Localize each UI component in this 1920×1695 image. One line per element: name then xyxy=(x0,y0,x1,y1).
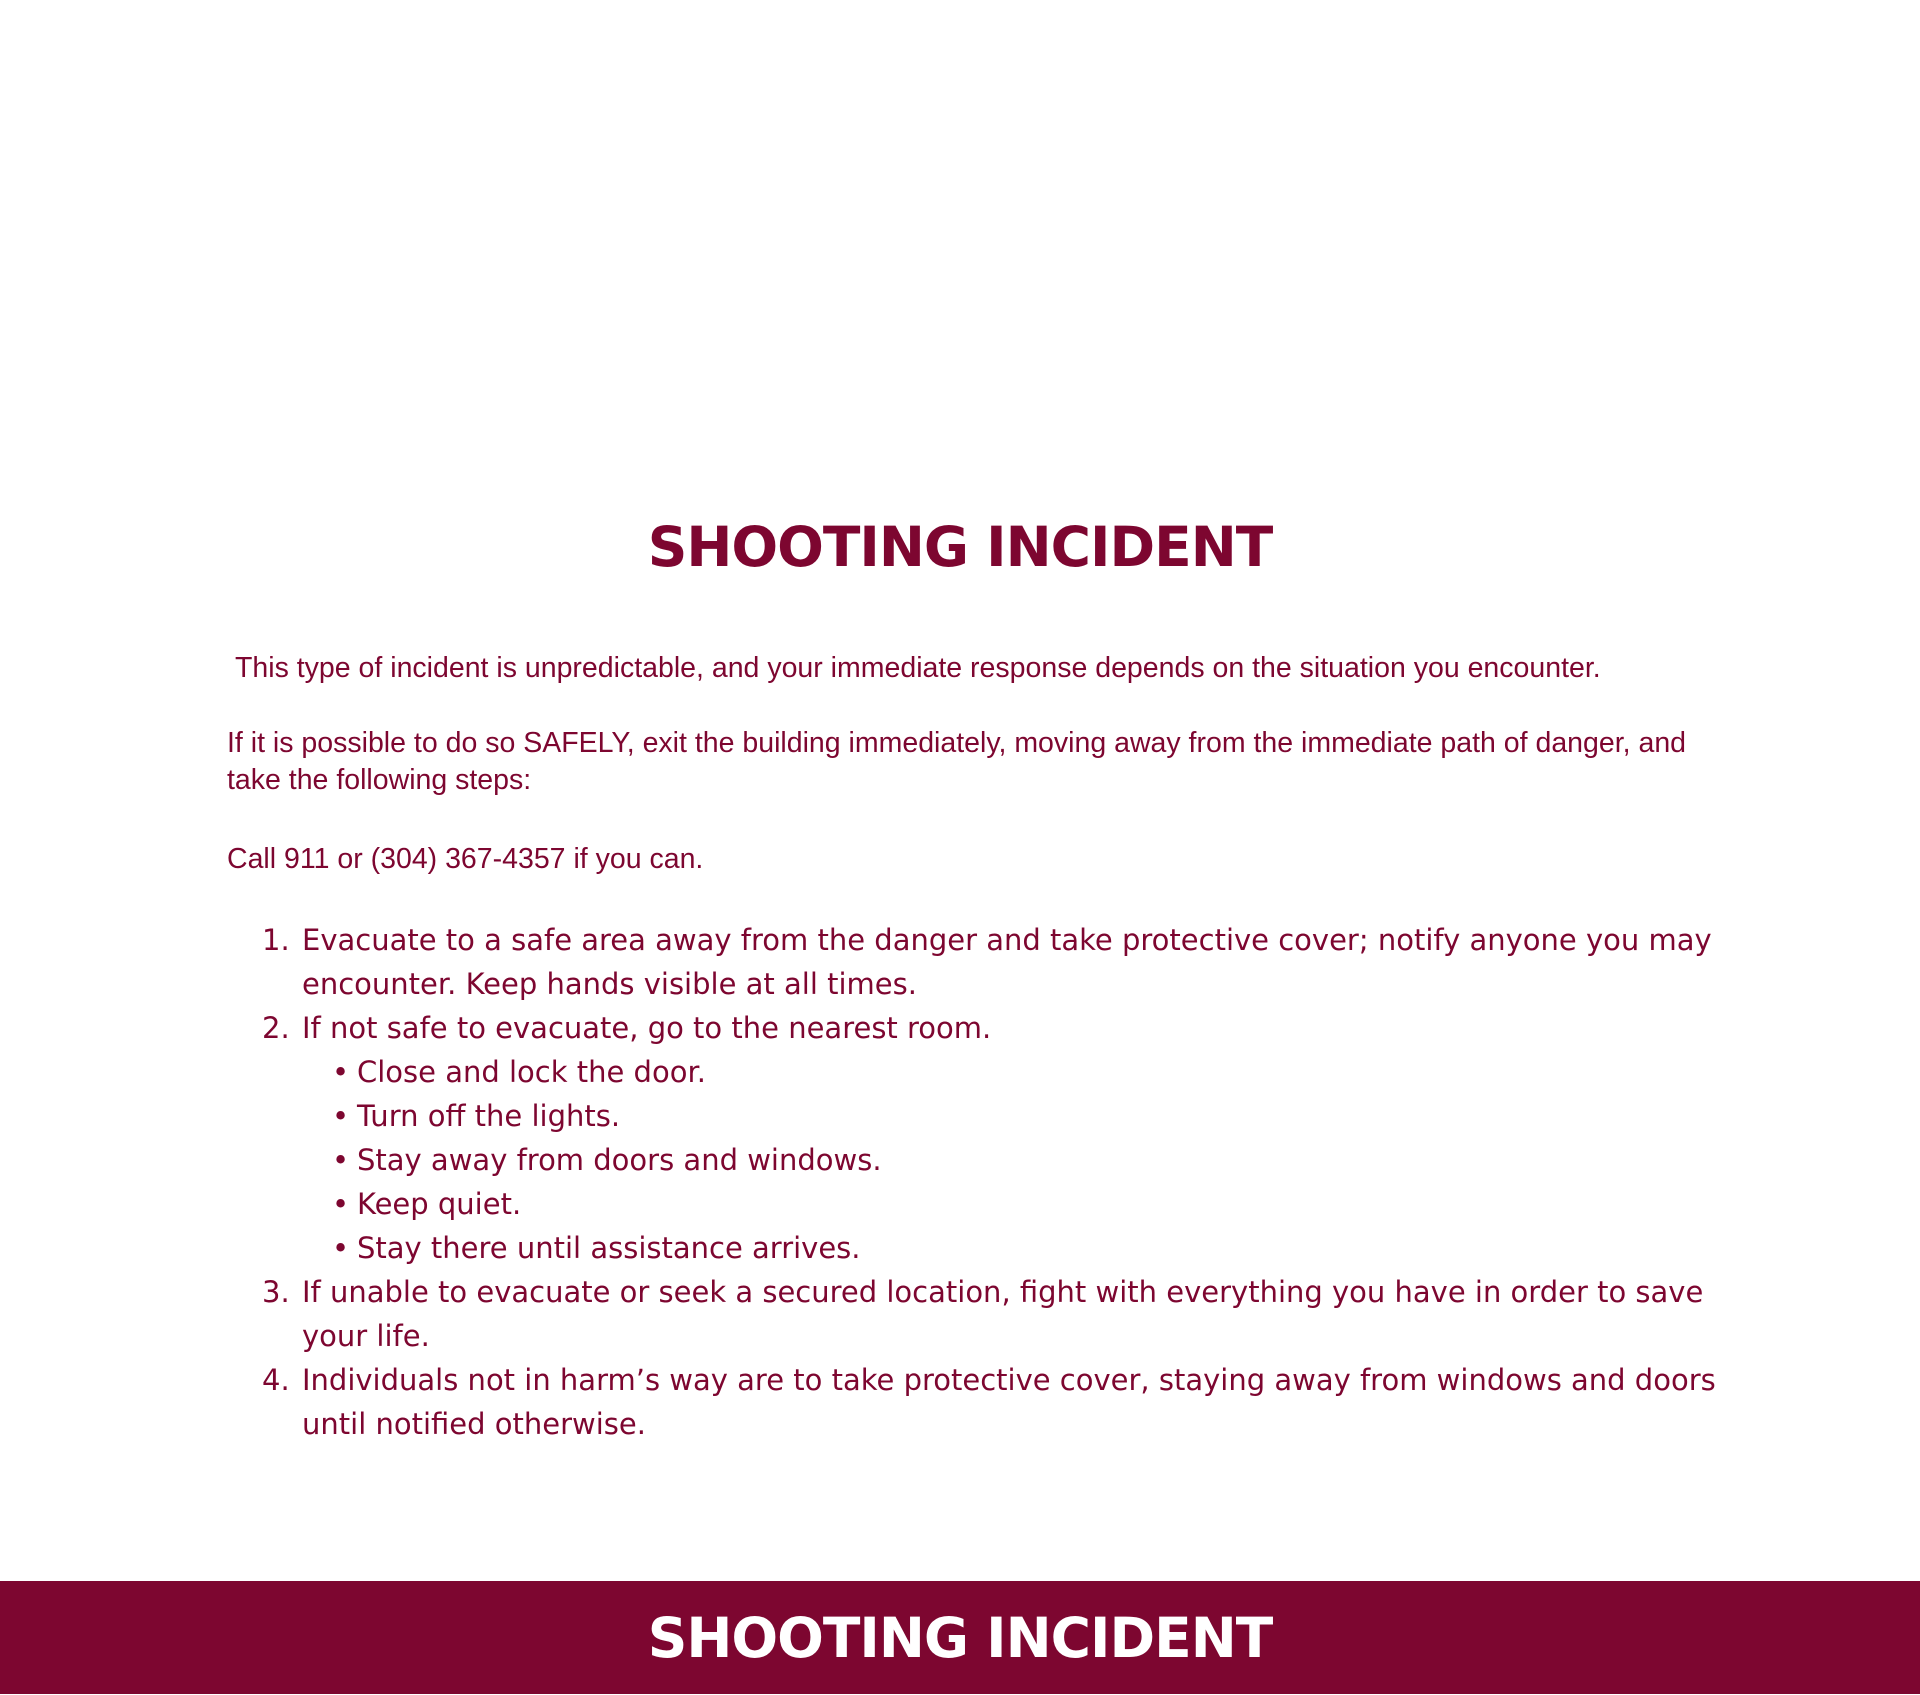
list-item xyxy=(332,1050,1717,1094)
steps-list xyxy=(227,918,1717,1446)
bullet-icon: • xyxy=(332,1231,350,1265)
step-number: 4. xyxy=(262,1363,290,1397)
page-title: SHOOTING INCIDENT xyxy=(647,515,1273,579)
list-item xyxy=(332,1094,1717,1138)
step-text: If not safe to evacuate, go to the nearest room. xyxy=(302,1011,992,1045)
step-number: 3. xyxy=(262,1275,290,1309)
footer-title: SHOOTING INCIDENT xyxy=(647,1605,1273,1670)
document-body xyxy=(227,650,1717,1446)
footer-bar xyxy=(0,1581,1920,1694)
bullet-icon: • xyxy=(332,1055,350,1089)
substep-text: Stay there until assistance arrives. xyxy=(357,1231,861,1265)
list-item xyxy=(262,918,1717,1006)
step-text: Evacuate to a safe area away from the danger and take protective cover; notify anyone you may encounter. Keep hands visible at all times. xyxy=(302,923,1712,1001)
step-text: Individuals not in harm’s way are to take protective cover, staying away from windows and doors until notified otherwise. xyxy=(302,1363,1716,1441)
call-paragraph: Call 911 or (304) 367-4357 if you can. xyxy=(227,843,704,875)
list-item xyxy=(262,1270,1717,1358)
step-number: 1. xyxy=(262,923,290,957)
list-item xyxy=(262,1358,1717,1446)
list-item xyxy=(262,1006,1717,1270)
bullet-icon: • xyxy=(332,1143,350,1177)
substep-text: Keep quiet. xyxy=(357,1187,522,1221)
bullet-icon: • xyxy=(332,1187,350,1221)
safety-paragraph: If it is possible to do so SAFELY, exit the building immediately, moving away from the immediate path of danger, and take the following steps: xyxy=(227,727,1687,796)
substep-text: Stay away from doors and windows. xyxy=(357,1143,882,1177)
substep-text: Turn off the lights. xyxy=(357,1099,621,1133)
step-text: If unable to evacuate or seek a secured location, fight with everything you have in order to save your life. xyxy=(302,1275,1704,1353)
intro-paragraph: This type of incident is unpredictable, and your immediate response depends on the situation you encounter. xyxy=(235,652,1601,684)
step-number: 2. xyxy=(262,1011,290,1045)
list-item xyxy=(332,1226,1717,1270)
list-item xyxy=(332,1138,1717,1182)
bullet-icon: • xyxy=(332,1099,350,1133)
substeps-list xyxy=(302,1050,1717,1270)
substep-text: Close and lock the door. xyxy=(357,1055,706,1089)
list-item xyxy=(332,1182,1717,1226)
